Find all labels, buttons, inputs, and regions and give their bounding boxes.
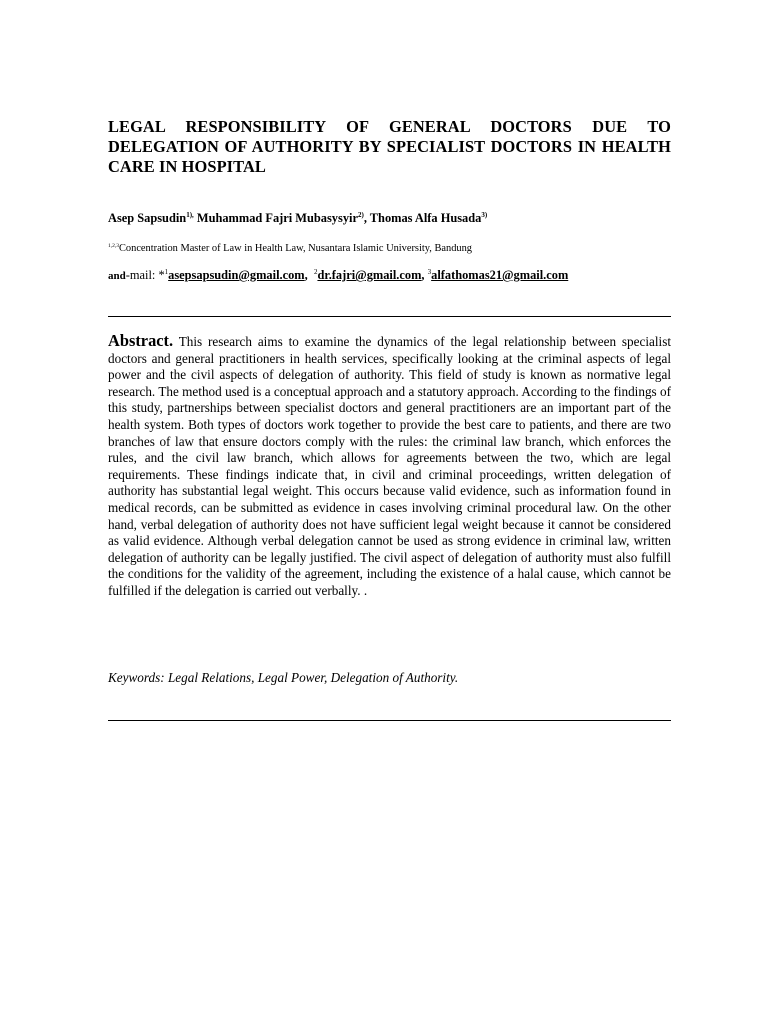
author-name: Muhammad Fajri Mubasysyir: [193, 211, 358, 225]
email-mark: 3: [427, 268, 432, 276]
author-name: Asep Sapsudin: [108, 211, 187, 225]
affiliation: [108, 243, 472, 254]
keywords: Keywords: Legal Relations, Legal Power, Delegation of Authority.: [108, 670, 459, 685]
affiliation-text: Concentration Master of Law in Health Law, Nusantara Islamic University, Bandung: [119, 243, 472, 254]
email-line: [108, 268, 568, 283]
abstract: [108, 333, 671, 600]
email-mark: 2: [313, 268, 318, 276]
abstract-heading: Abstract.: [108, 331, 174, 350]
author-separator: ,: [363, 211, 370, 225]
email-prefix: -mail: *: [125, 268, 165, 282]
email-link[interactable]: asepsapsudin@gmail.com: [168, 268, 305, 282]
section-divider: [108, 316, 671, 317]
affiliation-mark: 1,2,3: [108, 243, 119, 249]
paper-title: LEGAL RESPONSIBILITY OF GENERAL DOCTORS DUE TO DELEGATION OF AUTHORITY BY SPECIALIST DOCTORS IN HEALTH CARE IN HOSPITAL: [108, 117, 671, 176]
author-list: [108, 211, 487, 226]
author-mark: 2): [357, 211, 364, 219]
author-name: Thomas Alfa Husada: [369, 211, 482, 225]
email-prefix-bold: and: [108, 270, 126, 282]
author-mark: 3): [481, 211, 488, 219]
email-link[interactable]: dr.fajri@gmail.com: [317, 268, 422, 282]
abstract-text: This research aims to examine the dynamics of the legal relationship between specialist doctors and general practitioners in health services, specifically looking at the criminal aspects of legal power and the civil aspects of delegation of authority. This field of study is known as normative legal research. The method used is a conceptual approach and a statutory approach. According to the findings of this study, partnerships between specialist doctors and general practitioners are an important part of the health system. Both types of doctors work together to provide the best care to patients, and there are two branches of law that ensure doctors comply with the rules: the criminal law branch, which enforces the rules, and the civil law branch, which allows for agreements between the two, which are legal requirements. These findings indicate that, in civil and criminal proceedings, written delegation of authority has substantial legal weight. This occurs because valid evidence, such as information found in medical records, can be submitted as evidence in cases involving criminal procedural law. On the other hand, verbal delegation of authority does not have sufficient legal weight because it cannot be considered as valid evidence. Although verbal delegation cannot be used as strong evidence in criminal law, written delegation of authority can be legally justified. The civil aspect of delegation of authority must also fulfill the conditions for the validity of the agreement, including the existence of a halal cause, which cannot be fulfilled if the delegation is carried out verbally. .: [108, 334, 671, 598]
email-mark: 1: [164, 268, 169, 276]
author-mark: 1),: [186, 211, 194, 219]
section-divider: [108, 720, 671, 721]
email-separator: ,: [421, 268, 428, 282]
email-link[interactable]: alfathomas21@gmail.com: [431, 268, 569, 282]
email-separator: ,: [304, 268, 314, 282]
